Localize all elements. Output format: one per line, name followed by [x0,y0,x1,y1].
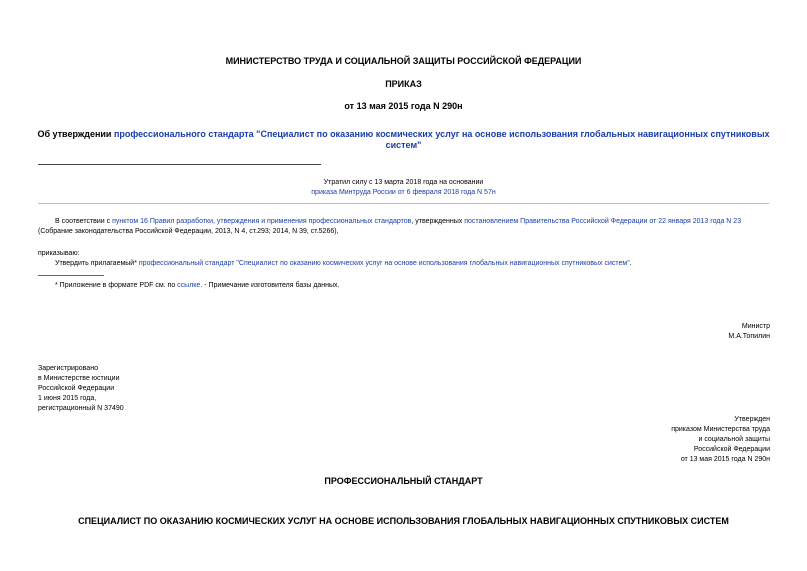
signature-name: М.А.Топилин [728,333,770,340]
signature-role: Министр [741,323,770,330]
registration-line: 1 июня 2015 года, [38,395,97,402]
registration-line: в Министерстве юстиции [38,375,120,382]
paragraph-approve-text: Утвердить прилагаемый* [55,260,139,267]
resolution-link[interactable]: постановлением Правительства Российской Федерации от 22 января 2013 года N 23 [464,218,742,225]
footnote-text2: . - Примечание изготовителя базы данных. [200,282,340,289]
paragraph-approve-end: . [629,260,632,267]
approval-line: приказом Министерства труда [671,426,770,433]
order-heading: ПРИКАЗ [385,79,422,89]
registration-line: Российской Федерации [38,385,115,392]
approval-line: Утвержден [734,416,770,423]
registration-line: Зарегистрировано [38,365,98,372]
registration-line: регистрационный N 37490 [38,405,124,412]
footnote-divider [38,275,104,276]
rules-link[interactable]: пунктом 16 Правил разработки, утверждения и применения профессиональных стандартов [112,218,412,225]
decree-word: приказываю: [38,250,80,257]
paragraph-basis-line2: (Собрание законодательства Российской Федерации, 2013, N 4, ст.293; 2014, N 39, ст.5266), [38,228,339,235]
paragraph-basis [55,217,741,227]
paragraph-basis-text2: , утвержденных [411,218,465,225]
document-title [0,129,807,139]
expiry-order-link[interactable]: приказа Минтруда России от 6 февраля 2018 года N 57н [311,189,496,196]
paragraph-basis-text: В соответствии с [55,218,113,225]
approval-line: Российской Федерации [693,446,770,453]
pdf-link[interactable]: ссылке [177,282,201,289]
title-standard-link[interactable]: профессионального стандарта "Специалист по оказанию космических услуг на основе использования глобальных навигационных спутниковых [113,129,770,139]
approval-line: и социальной защиты [698,436,770,443]
footnote-text: * Приложение в формате PDF см. по [55,282,178,289]
approval-line: от 13 мая 2015 года N 290н [680,456,770,463]
order-date: от 13 мая 2015 года N 290н [344,101,463,111]
title-divider [38,164,321,165]
standard-heading: ПРОФЕССИОНАЛЬНЫЙ СТАНДАРТ [324,476,483,486]
registration-block [38,364,124,414]
expiry-note-line2 [0,188,807,198]
paragraph-approve [55,259,632,269]
standard-name: СПЕЦИАЛИСТ ПО ОКАЗАНИЮ КОСМИЧЕСКИХ УСЛУГ НА ОСНОВЕ ИСПОЛЬЗОВАНИЯ ГЛОБАЛЬНЫХ НАВИГАЦИОННЫХ СПУТНИКОВЫХ СИСТЕМ [78,516,729,526]
footnote [55,281,340,291]
approval-block [671,415,770,465]
title-standard-link-cont[interactable]: систем" [385,140,422,150]
expiry-divider [38,203,769,204]
title-prefix: Об утверждении [37,129,114,139]
ministry-heading: МИНИСТЕРСТВО ТРУДА И СОЦИАЛЬНОЙ ЗАЩИТЫ РОССИЙСКОЙ ФЕДЕРАЦИИ [225,56,582,66]
standard-link[interactable]: профессиональный стандарт "Специалист по оказанию космических услуг на основе использования глобальных навигационных спутниковых систем" [138,260,630,267]
document-title-line2 [0,140,807,150]
expiry-note: Утратил силу с 13 марта 2018 года на основании [323,179,484,186]
